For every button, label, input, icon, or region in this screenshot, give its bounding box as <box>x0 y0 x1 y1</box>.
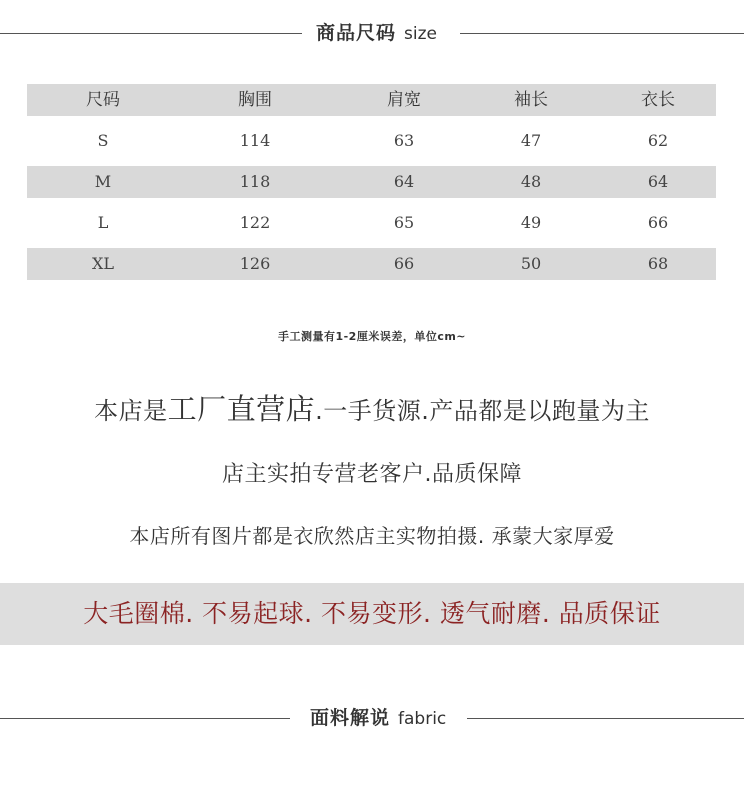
table-cell: 47 <box>520 131 542 150</box>
table-cell: 64 <box>647 172 669 191</box>
header-chest: 胸围 <box>238 90 272 110</box>
table-cell: 114 <box>239 131 271 150</box>
header-length: 衣长 <box>641 90 675 110</box>
table-cell: 48 <box>520 172 542 191</box>
fabric-title-zh: 面料解说 <box>310 707 391 729</box>
promo-line1-part-a: 本店是 <box>94 397 168 425</box>
size-section-title <box>316 18 437 48</box>
highlight-text: 大毛圈棉. 不易起球. 不易变形. 透气耐磨. 品质保证 <box>83 599 661 628</box>
table-row <box>27 166 716 198</box>
table-cell: 63 <box>393 131 415 150</box>
size-title-zh: 商品尺码 <box>316 22 397 44</box>
table-cell: 66 <box>393 254 415 273</box>
table-row <box>27 248 716 280</box>
divider-right <box>467 718 744 719</box>
promo-line-factory <box>0 387 744 428</box>
header-size: 尺码 <box>86 90 120 110</box>
table-cell: M <box>94 172 112 191</box>
table-cell: 49 <box>520 213 542 232</box>
table-cell: 126 <box>239 254 271 273</box>
promo-line1-part-c: .一手货源.产品都是以跑量为主 <box>315 397 650 425</box>
promo-line-photos: 本店所有图片都是衣欣然店主实物拍摄. 承蒙大家厚爱 <box>129 524 615 548</box>
table-row <box>27 125 716 157</box>
fabric-title-en: fabric <box>398 709 447 729</box>
table-cell: 50 <box>520 254 542 273</box>
header-sleeve: 袖长 <box>514 90 548 110</box>
size-section-header <box>0 18 744 48</box>
size-title-en: size <box>404 24 437 44</box>
promo-line1-emphasis: 工厂直营店 <box>167 392 316 426</box>
table-cell: 65 <box>393 213 415 232</box>
divider-right <box>460 33 744 34</box>
table-cell: XL <box>91 254 115 273</box>
table-cell: 68 <box>647 254 669 273</box>
table-cell: 66 <box>647 213 669 232</box>
table-cell: 62 <box>647 131 669 150</box>
measurement-note: 手工测量有1-2厘米误差，单位cm~ <box>277 330 467 343</box>
divider-left <box>0 33 302 34</box>
fabric-section-header <box>0 703 744 733</box>
highlight-band <box>0 583 744 645</box>
header-shoulder: 肩宽 <box>387 90 421 110</box>
table-row <box>27 207 716 239</box>
table-cell: 118 <box>239 172 271 191</box>
table-cell: S <box>97 131 109 150</box>
table-header-row <box>27 84 716 116</box>
fabric-section-title <box>310 703 446 733</box>
promo-line-quality: 店主实拍专营老客户.品质保障 <box>222 462 522 487</box>
divider-left <box>0 718 290 719</box>
size-table <box>27 84 716 280</box>
table-cell: 64 <box>393 172 415 191</box>
table-cell: 122 <box>239 213 271 232</box>
table-cell: L <box>97 213 109 232</box>
